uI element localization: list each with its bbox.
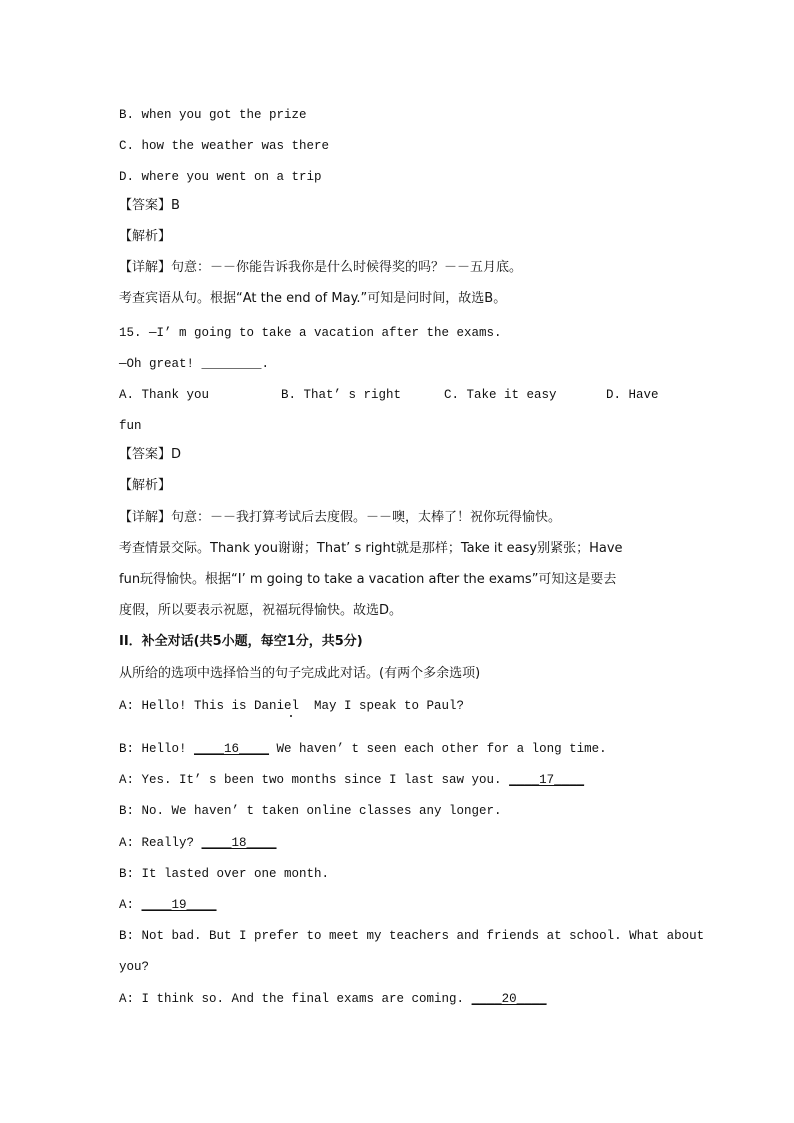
q15-explanation-line2: fun玩得愉快。根据“I’ m going to take a vacation after the exams”可知这是要去 (119, 572, 617, 587)
dialogue-line-10 (119, 990, 547, 1008)
dialogue-line-5 (119, 834, 277, 852)
dialogue-line-10-start: A: I think so. And the final exams are coming. (119, 992, 472, 1006)
dialogue-line-7-start: A: (119, 898, 142, 912)
blank-19: ____19____ (141, 898, 217, 912)
q15-option-d: D. Have (606, 388, 659, 402)
dialogue-line-4: B: No. We haven’ t taken online classes any longer. (119, 804, 502, 818)
q15-answer: 【答案】D (119, 447, 182, 462)
dialogue-line-5-start: A: Really? (119, 836, 202, 850)
dialogue-line-6: B: It lasted over one month. (119, 867, 330, 881)
q15-option-a: A. Thank you (119, 388, 210, 402)
blank-16: ____16____ (194, 742, 270, 756)
dialogue-line-2-end: We haven’ t seen each other for a long time. (269, 742, 607, 756)
dialogue-line-1: A: Hello! This is Daniel May I speak to Paul? (119, 699, 465, 713)
q15-detail: 【详解】句意：－－我打算考试后去度假。－－噢，太棒了！祝你玩得愉快。 (119, 510, 562, 525)
q15-explanation-line1: 考查情景交际。Thank you谢谢；That’ s right就是那样；Take it easy别紧张；Have (119, 541, 623, 556)
dialogue-line-9: you? (119, 960, 150, 974)
dialogue-line-2-start: B: Hello! (119, 742, 195, 756)
q15-reply: —Oh great! ________. (119, 357, 270, 371)
q14-option-d: D. where you went on a trip (119, 170, 322, 184)
blank-18: ____18____ (201, 836, 277, 850)
q15-option-d-continued: fun (119, 419, 142, 433)
q14-option-b: B. when you got the prize (119, 108, 307, 122)
blank-17: ____17____ (509, 773, 585, 787)
q14-analysis-label: 【解析】 (119, 229, 172, 244)
q14-option-c: C. how the weather was there (119, 139, 330, 153)
q14-answer: 【答案】B (119, 198, 180, 213)
dialogue-line-8: B: Not bad. But I prefer to meet my teachers and friends at school. What about (119, 929, 705, 943)
q15-explanation-line3: 度假，所以要表示祝愿，祝福玩得愉快。故选D。 (119, 603, 403, 618)
q15-analysis-label: 【解析】 (119, 478, 172, 493)
dialogue-line-3 (119, 771, 584, 789)
q14-detail: 【详解】句意：－－你能告诉我你是什么时候得奖的吗？－－五月底。 (119, 260, 523, 275)
blank-20: ____20____ (471, 992, 547, 1006)
q15-stem: 15. —I’ m going to take a vacation after the exams. (119, 326, 502, 340)
stray-dot (290, 715, 292, 717)
q15-option-c: C. Take it easy (444, 388, 557, 402)
dialogue-line-7 (119, 896, 217, 914)
dialogue-line-2 (119, 740, 607, 758)
section-2-heading: II．补全对话(共5小题，每空1分，共5分) (119, 634, 363, 649)
q14-explanation: 考查宾语从句。根据“At the end of May.”可知是问时间，故选B。 (119, 291, 507, 306)
dialogue-line-3-start: A: Yes. It’ s been two months since I last saw you. (119, 773, 510, 787)
q15-option-b: B. That’ s right (281, 388, 402, 402)
section-2-instruction: 从所给的选项中选择恰当的句子完成此对话。(有两个多余选项) (119, 666, 481, 681)
